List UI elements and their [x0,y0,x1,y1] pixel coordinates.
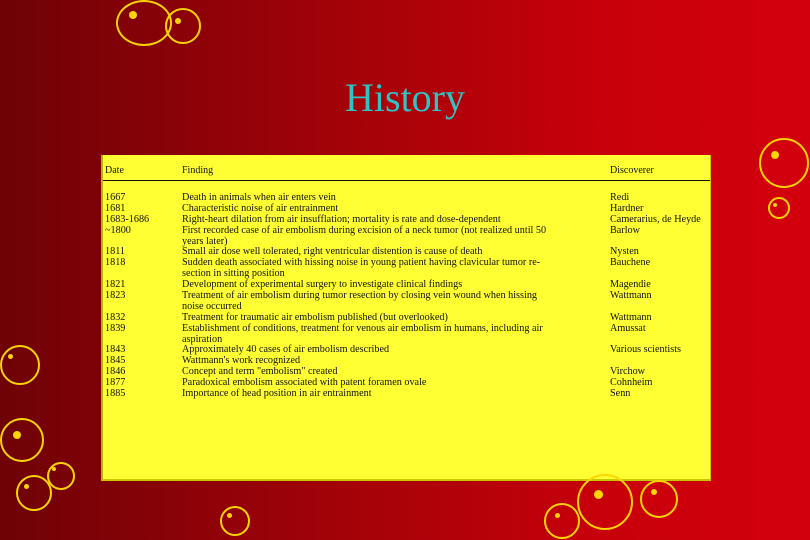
cell-date: 1821 [105,279,126,291]
cell-finding: Death in animals when air enters vein [182,192,336,203]
cell-finding: Paradoxical embolism associated with patent foramen ovale [182,377,427,389]
bubble-dot [227,513,232,518]
bubble-decoration [16,475,52,511]
bubble-decoration [759,138,809,188]
cell-finding: First recorded case of air embolism during excision of a neck tumor (not realized until 50 [182,224,547,236]
cell-finding: Approximately 40 cases of air embolism described [182,344,390,356]
cell-discoverer: Cohnheim [610,377,653,389]
header-discoverer: Discoverer [610,165,654,176]
table-row [103,324,710,335]
cell-discoverer: Bauchene [610,257,651,269]
bubble-dot [8,354,13,359]
bubble-decoration [165,8,201,44]
cell-discoverer: Wattmann [610,311,652,323]
cell-discoverer: Barlow [610,224,640,236]
cell-finding: Treatment for traumatic air embolism published (but overlooked) [182,311,448,323]
bubble-dot [594,490,603,499]
bubble-dot [555,513,560,518]
table-header [103,155,710,181]
cell-finding: Right-heart dilation from air insufflation; mortality is rate and dose-dependent [182,213,501,225]
cell-date: 1683-1686 [105,213,150,225]
bubble-dot [24,484,29,489]
cell-discoverer: Wattmann [610,290,652,302]
cell-date: 1839 [105,322,126,334]
cell-finding: section in sitting position [182,268,285,280]
table-body [103,193,710,400]
header-finding: Finding [182,165,214,176]
bubble-decoration [47,462,75,490]
cell-date: 1811 [105,246,125,258]
bubble-decoration [768,197,790,219]
cell-date: 1818 [105,257,126,269]
cell-date: 1846 [105,366,126,378]
bubble-decoration [116,0,172,46]
cell-finding: Sudden death associated with hissing noise in young patient having clavicular tumor re- [182,257,541,269]
bubble-dot [175,18,181,24]
cell-date: 1843 [105,344,126,356]
cell-finding: noise occurred [182,300,242,312]
cell-finding: Concept and term "embolism" created [182,366,338,378]
cell-date: 1885 [105,388,126,400]
bubble-decoration [220,506,250,536]
cell-finding: Small air dose well tolerated, right ventricular distention is cause of death [182,246,483,258]
cell-finding: Characteristic noise of air entrainment [182,202,339,214]
cell-discoverer: Nysten [610,246,639,258]
bubble-decoration [544,503,580,539]
bubble-dot [773,203,777,207]
cell-discoverer: Amussat [610,322,646,334]
history-table [101,155,711,481]
header-date: Date [105,165,124,176]
cell-finding: Wattmann's work recognized [182,355,301,367]
table-row [103,226,710,237]
cell-discoverer: Virchow [610,366,646,378]
cell-date: 1832 [105,311,126,323]
cell-date: 1823 [105,290,126,302]
bubble-decoration [0,345,40,385]
cell-finding: aspiration [182,333,223,345]
bubble-dot [129,11,137,19]
bubble-dot [651,489,657,495]
cell-discoverer: Various scientists [610,344,682,356]
bubble-dot [52,467,56,471]
cell-finding: Development of experimental surgery to investigate clinical findings [182,279,463,291]
cell-date: ~1800 [105,224,131,236]
cell-finding: Treatment of air embolism during tumor resection by closing vein wound when hissing [182,290,538,302]
cell-discoverer: Redi [610,192,630,203]
cell-date: 1681 [105,202,126,214]
slide-title: History [345,75,465,120]
bubble-decoration [640,480,678,518]
cell-discoverer: Camerarius, de Heyde [610,213,701,225]
cell-finding: years later) [182,235,228,247]
cell-finding: Establishment of conditions, treatment for venous air embolism in humans, including air [182,322,543,334]
bubble-decoration [0,418,44,462]
cell-discoverer: Magendie [610,279,651,291]
bubble-decoration [577,474,633,530]
cell-discoverer: Hardner [610,202,644,214]
cell-discoverer: Senn [610,388,631,400]
table-row [103,389,710,400]
cell-date: 1667 [105,192,126,203]
bubble-dot [771,151,779,159]
bubble-dot [13,431,21,439]
cell-date: 1877 [105,377,126,389]
cell-finding: Importance of head position in air entrainment [182,388,372,400]
cell-date: 1845 [105,355,126,367]
